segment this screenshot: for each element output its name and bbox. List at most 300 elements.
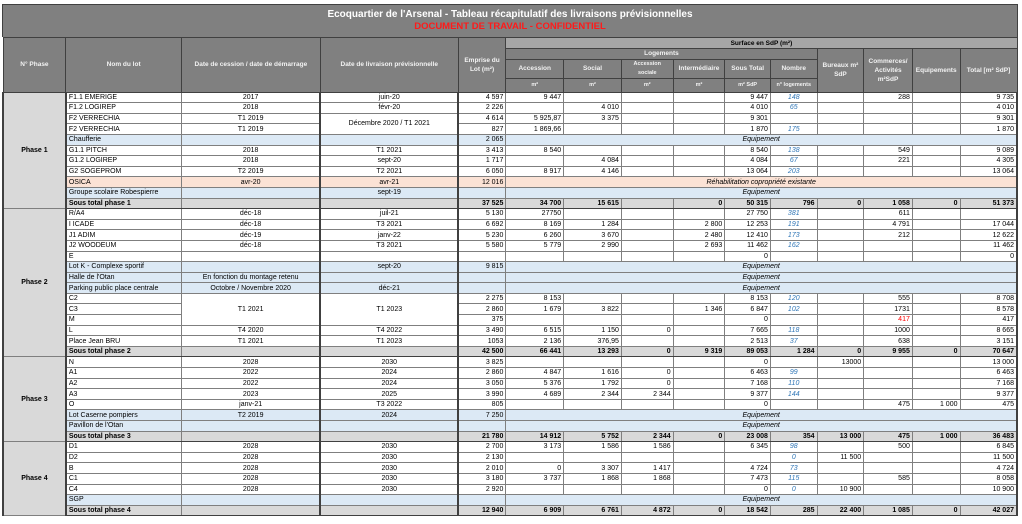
cell-sous-total[interactable] <box>725 452 771 463</box>
cell-lot[interactable]: E <box>66 251 182 262</box>
cell-acc-soc[interactable]: 0 <box>621 346 673 357</box>
subtotal-label[interactable]: Sous total phase 2 <box>66 346 182 357</box>
cell-emprise[interactable]: 12 940 <box>458 505 506 516</box>
cell-nombre[interactable]: 173 <box>770 230 817 241</box>
cell-lot[interactable]: Halle de l'Otan <box>66 272 182 283</box>
cell-emprise[interactable]: 2 010 <box>458 463 506 474</box>
cell-cession[interactable] <box>181 251 320 262</box>
cell-cession[interactable]: Octobre / Novembre 2020 <box>181 283 320 294</box>
cell-emprise[interactable] <box>458 283 506 294</box>
cell-sous-total[interactable]: 4 724 <box>725 463 771 474</box>
cell-acc-soc[interactable] <box>621 357 673 368</box>
cell-commerces[interactable]: 1000 <box>864 325 913 336</box>
cell-total[interactable]: 8 708 <box>960 293 1017 304</box>
cell-sous-total[interactable]: 13 064 <box>725 166 771 177</box>
cell-acc-soc[interactable] <box>621 484 673 495</box>
cell-social[interactable]: 3 822 <box>564 304 622 315</box>
cell-sous-total[interactable]: 9 301 <box>725 113 771 124</box>
cell-acc-soc[interactable]: 0 <box>621 378 673 389</box>
cell-livraison[interactable] <box>320 346 458 357</box>
cell-total[interactable]: 36 483 <box>960 431 1017 442</box>
cell-accession[interactable]: 3 737 <box>506 473 564 484</box>
cell-accession[interactable]: 9 447 <box>506 92 564 103</box>
cell-accession[interactable]: 6 260 <box>506 230 564 241</box>
cell-commerces[interactable]: 417 <box>864 315 913 326</box>
cell-total[interactable]: 51 373 <box>960 198 1017 209</box>
cell-social[interactable]: 1 792 <box>564 378 622 389</box>
cell-emprise[interactable]: 1053 <box>458 336 506 347</box>
cell-acc-soc[interactable]: 2 344 <box>621 431 673 442</box>
cell-accession[interactable]: 4 689 <box>506 389 564 400</box>
cell-bureaux[interactable] <box>817 209 864 220</box>
cell-bureaux[interactable] <box>817 156 864 167</box>
cell-cession[interactable]: T4 2020 <box>181 325 320 336</box>
cell-commerces[interactable]: 212 <box>864 230 913 241</box>
cell-emprise[interactable]: 3 050 <box>458 378 506 389</box>
cell-lot[interactable]: J1 ADIM <box>66 230 182 241</box>
cell-inter[interactable] <box>673 442 725 453</box>
cell-inter[interactable] <box>673 92 725 103</box>
cell-sous-total[interactable]: 8 153 <box>725 293 771 304</box>
cell-nombre[interactable]: 162 <box>770 240 817 251</box>
cell-nombre[interactable]: 67 <box>770 156 817 167</box>
cell-nombre[interactable]: 354 <box>770 431 817 442</box>
cell-bureaux[interactable] <box>817 399 864 410</box>
cell-total[interactable]: 11 462 <box>960 240 1017 251</box>
cell-social[interactable] <box>564 92 622 103</box>
cell-accession[interactable]: 6 909 <box>506 505 564 516</box>
cell-emprise[interactable]: 2 860 <box>458 368 506 379</box>
cell-cession[interactable]: 2028 <box>181 463 320 474</box>
cell-cession[interactable]: 2023 <box>181 389 320 400</box>
cell-livraison[interactable]: T1 2023 <box>320 336 458 347</box>
cell-lot[interactable]: OSICA <box>66 177 182 188</box>
cell-equip[interactable] <box>912 368 960 379</box>
cell-lot[interactable]: M <box>66 315 182 326</box>
cell-equip[interactable]: 0 <box>912 346 960 357</box>
cell-accession[interactable]: 8 917 <box>506 166 564 177</box>
cell-sous-total[interactable]: 50 315 <box>725 198 771 209</box>
cell-nombre[interactable] <box>770 113 817 124</box>
cell-lot[interactable]: F1.2 LOGIREP <box>66 103 182 114</box>
cell-commerces[interactable]: 475 <box>864 431 913 442</box>
cell-nombre[interactable]: 381 <box>770 209 817 220</box>
cell-lot[interactable]: F2 VERRECHIA <box>66 113 182 124</box>
cell-accession[interactable] <box>506 357 564 368</box>
cell-total[interactable]: 4 724 <box>960 463 1017 474</box>
cell-equip[interactable] <box>912 378 960 389</box>
cell-commerces[interactable]: 221 <box>864 156 913 167</box>
cell-accession[interactable]: 1 679 <box>506 304 564 315</box>
cell-lot[interactable]: N <box>66 357 182 368</box>
cell-lot[interactable]: C1 <box>66 473 182 484</box>
cell-emprise[interactable]: 2 700 <box>458 442 506 453</box>
equipement-label[interactable]: Equipement <box>506 495 1017 506</box>
cell-inter[interactable] <box>673 209 725 220</box>
cell-sous-total[interactable]: 4 084 <box>725 156 771 167</box>
cell-lot[interactable]: Lot K - Complexe sportif <box>66 262 182 273</box>
cell-livraison[interactable] <box>320 251 458 262</box>
cell-lot[interactable]: C3 <box>66 304 182 315</box>
cell-emprise[interactable] <box>458 272 506 283</box>
cell-livraison[interactable] <box>320 505 458 516</box>
cell-acc-soc[interactable] <box>621 219 673 230</box>
equipement-label[interactable]: Equipement <box>506 134 1017 145</box>
cell-bureaux[interactable] <box>817 103 864 114</box>
cell-lot[interactable]: G2 SOGEPROM <box>66 166 182 177</box>
cell-emprise[interactable]: 827 <box>458 124 506 135</box>
cell-total[interactable] <box>960 209 1017 220</box>
cell-commerces[interactable] <box>864 113 913 124</box>
cell-bureaux[interactable]: 11 500 <box>817 452 864 463</box>
cell-equip[interactable]: 1 000 <box>912 431 960 442</box>
cell-nombre[interactable]: 203 <box>770 166 817 177</box>
cell-sous-total[interactable]: 4 010 <box>725 103 771 114</box>
cell-equip[interactable] <box>912 145 960 156</box>
cell-commerces[interactable] <box>864 357 913 368</box>
cell-total[interactable]: 1 870 <box>960 124 1017 135</box>
cell-emprise[interactable]: 3 180 <box>458 473 506 484</box>
cell-emprise[interactable]: 5 580 <box>458 240 506 251</box>
cell-nombre[interactable] <box>770 357 817 368</box>
cell-lot[interactable]: B <box>66 463 182 474</box>
cell-social[interactable]: 376,95 <box>564 336 622 347</box>
cell-cession[interactable]: 2017 <box>181 92 320 103</box>
cell-social[interactable] <box>564 293 622 304</box>
cell-total[interactable]: 6 463 <box>960 368 1017 379</box>
cell-livraison[interactable]: T3 2021 <box>320 240 458 251</box>
phase-label[interactable]: Phase 4 <box>3 442 66 516</box>
cell-accession[interactable] <box>506 399 564 410</box>
cell-inter[interactable] <box>673 145 725 156</box>
cell-accession[interactable] <box>506 156 564 167</box>
cell-acc-soc[interactable] <box>621 230 673 241</box>
cell-livraison[interactable]: T1 2023 <box>320 293 458 325</box>
cell-inter[interactable] <box>673 103 725 114</box>
cell-sous-total[interactable]: 12 410 <box>725 230 771 241</box>
cell-bureaux[interactable] <box>817 124 864 135</box>
cell-nombre[interactable]: 0 <box>770 452 817 463</box>
cell-nombre[interactable] <box>770 315 817 326</box>
cell-emprise[interactable]: 42 500 <box>458 346 506 357</box>
cell-acc-soc[interactable] <box>621 293 673 304</box>
cell-lot[interactable]: F1.1 EMERIGE <box>66 92 182 103</box>
cell-commerces[interactable]: 9 955 <box>864 346 913 357</box>
subtotal-label[interactable]: Sous total phase 4 <box>66 505 182 516</box>
equipement-label[interactable]: Equipement <box>506 187 1017 198</box>
cell-emprise[interactable]: 2 065 <box>458 134 506 145</box>
cell-inter[interactable] <box>673 325 725 336</box>
cell-livraison[interactable]: 2024 <box>320 378 458 389</box>
cell-inter[interactable] <box>673 315 725 326</box>
cell-bureaux[interactable] <box>817 368 864 379</box>
cell-emprise[interactable]: 6 692 <box>458 219 506 230</box>
cell-lot[interactable]: Pavillon de l'Otan <box>66 421 182 432</box>
cell-lot[interactable]: L <box>66 325 182 336</box>
cell-bureaux[interactable] <box>817 336 864 347</box>
cell-equip[interactable] <box>912 103 960 114</box>
cell-acc-soc[interactable]: 0 <box>621 325 673 336</box>
cell-lot[interactable]: G1.2 LOGIREP <box>66 156 182 167</box>
cell-sous-total[interactable]: 0 <box>725 484 771 495</box>
cell-commerces[interactable] <box>864 484 913 495</box>
cell-bureaux[interactable] <box>817 389 864 400</box>
cell-cession[interactable]: janv-21 <box>181 399 320 410</box>
cell-bureaux[interactable] <box>817 113 864 124</box>
cell-commerces[interactable] <box>864 124 913 135</box>
cell-social[interactable]: 15 615 <box>564 198 622 209</box>
cell-accession[interactable]: 3 173 <box>506 442 564 453</box>
cell-lot[interactable]: D2 <box>66 452 182 463</box>
cell-nombre[interactable]: 191 <box>770 219 817 230</box>
cell-nombre[interactable]: 0 <box>770 484 817 495</box>
cell-nombre[interactable] <box>770 251 817 262</box>
cell-emprise[interactable]: 4 597 <box>458 92 506 103</box>
cell-accession[interactable]: 27750 <box>506 209 564 220</box>
cell-total[interactable]: 4 010 <box>960 103 1017 114</box>
cell-commerces[interactable]: 638 <box>864 336 913 347</box>
cell-equip[interactable] <box>912 92 960 103</box>
cell-sous-total[interactable]: 0 <box>725 357 771 368</box>
cell-cession[interactable] <box>181 495 320 506</box>
cell-livraison[interactable]: T4 2022 <box>320 325 458 336</box>
cell-emprise[interactable]: 805 <box>458 399 506 410</box>
cell-commerces[interactable] <box>864 378 913 389</box>
cell-cession[interactable]: T1 2021 <box>181 336 320 347</box>
cell-cession[interactable]: En fonction du montage retenu <box>181 272 320 283</box>
cell-total[interactable]: 4 305 <box>960 156 1017 167</box>
cell-livraison[interactable] <box>320 198 458 209</box>
cell-nombre[interactable]: 175 <box>770 124 817 135</box>
cell-livraison[interactable]: sept-19 <box>320 187 458 198</box>
cell-total[interactable]: 8 058 <box>960 473 1017 484</box>
cell-accession[interactable]: 8 169 <box>506 219 564 230</box>
cell-nombre[interactable]: 285 <box>770 505 817 516</box>
cell-acc-soc[interactable]: 2 344 <box>621 389 673 400</box>
cell-bureaux[interactable] <box>817 240 864 251</box>
cell-cession[interactable] <box>181 262 320 273</box>
cell-total[interactable]: 0 <box>960 251 1017 262</box>
cell-commerces[interactable] <box>864 463 913 474</box>
equipement-label[interactable]: Equipement <box>506 272 1017 283</box>
cell-lot[interactable]: Groupe scolaire Robespierre <box>66 187 182 198</box>
phase-label[interactable]: Phase 2 <box>3 209 66 357</box>
cell-livraison[interactable]: sept-20 <box>320 262 458 273</box>
cell-livraison[interactable]: avr-21 <box>320 177 458 188</box>
cell-inter[interactable]: 2 480 <box>673 230 725 241</box>
equipement-label[interactable]: Equipement <box>506 262 1017 273</box>
cell-total[interactable]: 9 301 <box>960 113 1017 124</box>
cell-acc-soc[interactable]: 1 868 <box>621 473 673 484</box>
cell-social[interactable] <box>564 124 622 135</box>
cell-nombre[interactable]: 99 <box>770 368 817 379</box>
cell-acc-soc[interactable] <box>621 315 673 326</box>
cell-accession[interactable]: 8 540 <box>506 145 564 156</box>
cell-nombre[interactable]: 65 <box>770 103 817 114</box>
cell-nombre[interactable]: 73 <box>770 463 817 474</box>
cell-lot[interactable]: D1 <box>66 442 182 453</box>
cell-lot[interactable]: A3 <box>66 389 182 400</box>
cell-livraison[interactable] <box>320 431 458 442</box>
cell-commerces[interactable]: 549 <box>864 145 913 156</box>
cell-accession[interactable]: 8 153 <box>506 293 564 304</box>
cell-livraison[interactable]: T1 2021 <box>320 145 458 156</box>
cell-bureaux[interactable] <box>817 315 864 326</box>
cell-inter[interactable]: 1 346 <box>673 304 725 315</box>
cell-inter[interactable]: 0 <box>673 505 725 516</box>
cell-livraison[interactable]: janv-22 <box>320 230 458 241</box>
cell-commerces[interactable] <box>864 240 913 251</box>
cell-bureaux[interactable]: 13000 <box>817 357 864 368</box>
cell-emprise[interactable]: 7 250 <box>458 410 506 421</box>
cell-total[interactable]: 11 500 <box>960 452 1017 463</box>
cell-inter[interactable] <box>673 389 725 400</box>
cell-livraison[interactable]: 2030 <box>320 452 458 463</box>
cell-acc-soc[interactable] <box>621 145 673 156</box>
phase-label[interactable]: Phase 3 <box>3 357 66 442</box>
cell-accession[interactable]: 66 441 <box>506 346 564 357</box>
cell-cession[interactable]: 2028 <box>181 484 320 495</box>
cell-social[interactable]: 1 616 <box>564 368 622 379</box>
cell-total[interactable]: 8 665 <box>960 325 1017 336</box>
cell-equip[interactable] <box>912 325 960 336</box>
cell-total[interactable]: 12 622 <box>960 230 1017 241</box>
cell-bureaux[interactable] <box>817 463 864 474</box>
cell-equip[interactable] <box>912 240 960 251</box>
cell-social[interactable] <box>564 452 622 463</box>
cell-emprise[interactable]: 3 825 <box>458 357 506 368</box>
cell-cession[interactable]: 2018 <box>181 156 320 167</box>
cell-sous-total[interactable]: 1 870 <box>725 124 771 135</box>
cell-commerces[interactable]: 1731 <box>864 304 913 315</box>
cell-emprise[interactable]: 2 860 <box>458 304 506 315</box>
cell-livraison[interactable]: sept-20 <box>320 156 458 167</box>
cell-sous-total[interactable]: 18 542 <box>725 505 771 516</box>
cell-cession[interactable] <box>181 505 320 516</box>
cell-cession[interactable]: 2028 <box>181 473 320 484</box>
cell-total[interactable]: 17 044 <box>960 219 1017 230</box>
cell-social[interactable] <box>564 357 622 368</box>
cell-inter[interactable] <box>673 452 725 463</box>
cell-equip[interactable] <box>912 156 960 167</box>
cell-lot[interactable]: O <box>66 399 182 410</box>
phase-label[interactable]: Phase 1 <box>3 92 66 209</box>
cell-commerces[interactable]: 500 <box>864 442 913 453</box>
cell-sous-total[interactable]: 7 473 <box>725 473 771 484</box>
cell-cession[interactable]: T1 2019 <box>181 113 320 124</box>
cell-livraison[interactable]: 2024 <box>320 410 458 421</box>
cell-livraison[interactable]: Décembre 2020 / T1 2021 <box>320 113 458 134</box>
cell-lot[interactable]: F2 VERRECHIA <box>66 124 182 135</box>
cell-inter[interactable]: 0 <box>673 431 725 442</box>
cell-emprise[interactable]: 2 130 <box>458 452 506 463</box>
cell-acc-soc[interactable] <box>621 399 673 410</box>
cell-lot[interactable]: A2 <box>66 378 182 389</box>
cell-emprise[interactable]: 3 413 <box>458 145 506 156</box>
cell-livraison[interactable]: T3 2021 <box>320 219 458 230</box>
cell-equip[interactable] <box>912 442 960 453</box>
cell-equip[interactable] <box>912 219 960 230</box>
cell-inter[interactable] <box>673 368 725 379</box>
cell-cession[interactable]: 2028 <box>181 452 320 463</box>
cell-nombre[interactable]: 118 <box>770 325 817 336</box>
equipement-label[interactable]: Equipement <box>506 283 1017 294</box>
cell-social[interactable]: 3 375 <box>564 113 622 124</box>
cell-bureaux[interactable] <box>817 378 864 389</box>
cell-sous-total[interactable]: 9 447 <box>725 92 771 103</box>
cell-bureaux[interactable] <box>817 219 864 230</box>
cell-social[interactable]: 13 293 <box>564 346 622 357</box>
cell-social[interactable]: 1 868 <box>564 473 622 484</box>
cell-nombre[interactable]: 98 <box>770 442 817 453</box>
cell-commerces[interactable]: 475 <box>864 399 913 410</box>
cell-cession[interactable]: 2028 <box>181 357 320 368</box>
cell-inter[interactable] <box>673 251 725 262</box>
cell-acc-soc[interactable] <box>621 198 673 209</box>
cell-equip[interactable] <box>912 315 960 326</box>
cell-nombre[interactable]: 120 <box>770 293 817 304</box>
cell-sous-total[interactable]: 7 665 <box>725 325 771 336</box>
cell-accession[interactable]: 5 925,87 <box>506 113 564 124</box>
cell-total[interactable]: 6 845 <box>960 442 1017 453</box>
cell-equip[interactable] <box>912 251 960 262</box>
cell-cession[interactable]: T1 2021 <box>181 293 320 325</box>
cell-accession[interactable]: 1 869,66 <box>506 124 564 135</box>
cell-emprise[interactable]: 2 920 <box>458 484 506 495</box>
cell-equip[interactable] <box>912 304 960 315</box>
cell-cession[interactable]: 2022 <box>181 368 320 379</box>
cell-total[interactable]: 42 027 <box>960 505 1017 516</box>
cell-cession[interactable]: T2 2019 <box>181 410 320 421</box>
cell-social[interactable]: 6 761 <box>564 505 622 516</box>
cell-cession[interactable]: déc-18 <box>181 209 320 220</box>
cell-acc-soc[interactable] <box>621 304 673 315</box>
cell-livraison[interactable]: juin-20 <box>320 92 458 103</box>
cell-inter[interactable] <box>673 463 725 474</box>
cell-lot[interactable]: A1 <box>66 368 182 379</box>
cell-commerces[interactable]: 4 791 <box>864 219 913 230</box>
cell-emprise[interactable]: 1 717 <box>458 156 506 167</box>
cell-livraison[interactable]: T2 2021 <box>320 166 458 177</box>
cell-commerces[interactable] <box>864 368 913 379</box>
cell-nombre[interactable]: 102 <box>770 304 817 315</box>
cell-emprise[interactable]: 3 490 <box>458 325 506 336</box>
cell-acc-soc[interactable] <box>621 124 673 135</box>
cell-sous-total[interactable]: 11 462 <box>725 240 771 251</box>
cell-cession[interactable]: 2018 <box>181 103 320 114</box>
cell-commerces[interactable]: 585 <box>864 473 913 484</box>
cell-equip[interactable] <box>912 209 960 220</box>
cell-accession[interactable] <box>506 315 564 326</box>
cell-bureaux[interactable] <box>817 325 864 336</box>
cell-accession[interactable]: 14 912 <box>506 431 564 442</box>
cell-bureaux[interactable]: 0 <box>817 198 864 209</box>
cell-livraison[interactable]: 2030 <box>320 463 458 474</box>
cell-cession[interactable]: 2018 <box>181 145 320 156</box>
cell-lot[interactable]: I ICADE <box>66 219 182 230</box>
cell-inter[interactable] <box>673 113 725 124</box>
cell-emprise[interactable] <box>458 421 506 432</box>
cell-social[interactable]: 3 670 <box>564 230 622 241</box>
cell-inter[interactable] <box>673 336 725 347</box>
cell-lot[interactable]: J2 WOODEUM <box>66 240 182 251</box>
subtotal-label[interactable]: Sous total phase 3 <box>66 431 182 442</box>
cell-sous-total[interactable]: 0 <box>725 251 771 262</box>
cell-inter[interactable] <box>673 357 725 368</box>
cell-bureaux[interactable]: 13 000 <box>817 431 864 442</box>
cell-inter[interactable]: 0 <box>673 198 725 209</box>
cell-nombre[interactable]: 37 <box>770 336 817 347</box>
